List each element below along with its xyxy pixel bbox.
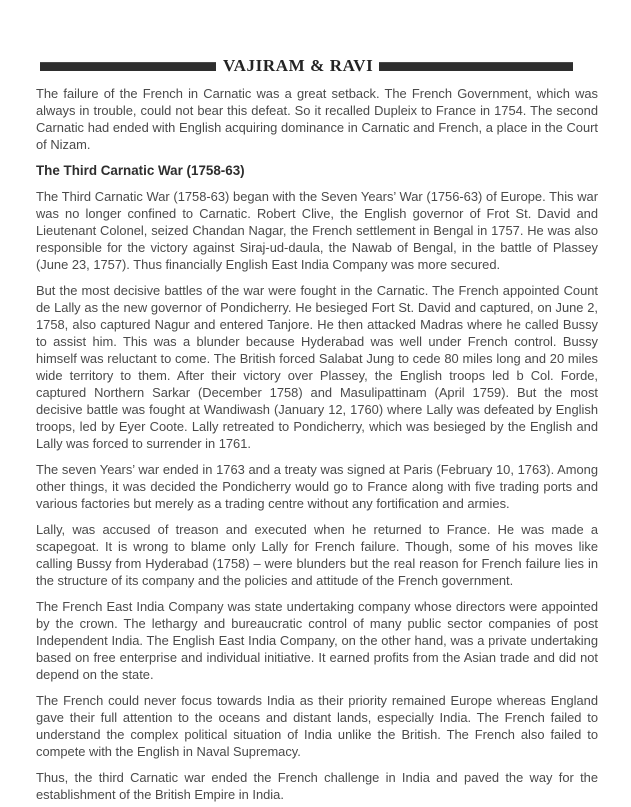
paragraph-6: The French could never focus towards India as their priority remained Europe whereas England gave their full attention to the oceans and distant lands, especially India. The French failed to understand the complex political situation of India unlike the British. The French also failed to compete with the English in Naval Supremacy. xyxy=(36,693,598,759)
paragraph-2: But the most decisive battles of the war were fought in the Carnatic. The French appointed Count de Lally as the new governor of Pondicherry. He besieged Fort St. David and captured, on June 2, 1758, also captured Nagur and entered Tanjore. He then attacked Madras where he called Bussy to assist him. This was a blunder because Hyderabad was well under French control. Bussy himself was reluctant to come. The British forced Salabat Jung to cede 80 miles long and 20 miles wide territory to them. After their victory over Plassey, the English troops led b Col. Forde, captured Northern Sarkar (December 1758) and Masulipattinam (April 1759). But the most decisive battle was fought at Wandiwash (January 12, 1760) where Lally was defeated by English troops, led by Eyer Coote. Lally retreated to Pondicherry, which was besieged by the English and Lally was forced to surrender in 1761. xyxy=(36,283,598,451)
paragraph-intro: The failure of the French in Carnatic was a great setback. The French Government, which was always in trouble, could not bear this defeat. So it recalled Dupleix to France in 1754. The second Carnatic had ended with English acquiring dominance in Carnatic and French, a place in the Court of Nizam. xyxy=(36,86,598,152)
paragraph-3: The seven Years’ war ended in 1763 and a treaty was signed at Paris (February 10, 1763). Among other things, it was decided the Pondicherry would go to France along with five trading ports and various factories but merely as a trading centre without any fortification and armies. xyxy=(36,462,598,511)
header-rule-right xyxy=(379,62,573,71)
paragraph-1: The Third Carnatic War (1758-63) began with the Seven Years’ War (1756-63) of Europe. This war was no longer confined to Carnatic. Robert Clive, the English governor of Frot St. David and Lieutenant Colonel, seized Chandan Nagar, the French settlement in Bengal in 1757. He was also responsible for the victory against Siraj-ud-daula, the Nawab of Bengal, in the battle of Plassey (June 23, 1757). Thus financially English East India Company was more secured. xyxy=(36,189,598,272)
paragraph-7: Thus, the third Carnatic war ended the French challenge in India and paved the way for the establishment of the British Empire in India. xyxy=(36,770,598,802)
paragraph-4: Lally, was accused of treason and executed when he returned to France. He was made a scapegoat. It is wrong to blame only Lally for French failure. Though, some of his moves like calling Bussy from Hyderabad (1758) – were blunders but the real reason for French failure lies in the structure of its company and the policies and attitude of the French government. xyxy=(36,522,598,588)
paragraph-5: The French East India Company was state undertaking company whose directors were appointed by the crown. The lethargy and bureaucratic control of many public sector companies of post Independent India. The English East India Company, on the other hand, was a private undertaking based on free enterprise and individual initiative. It earned profits from the Asian trade and did not depend on the state. xyxy=(36,599,598,682)
section-heading: The Third Carnatic War (1758-63) xyxy=(36,163,245,178)
brand-title: VAJIRAM & RAVI xyxy=(223,56,374,75)
brand-header xyxy=(40,57,573,75)
document-body xyxy=(36,85,598,807)
header-rule-left xyxy=(40,62,216,71)
